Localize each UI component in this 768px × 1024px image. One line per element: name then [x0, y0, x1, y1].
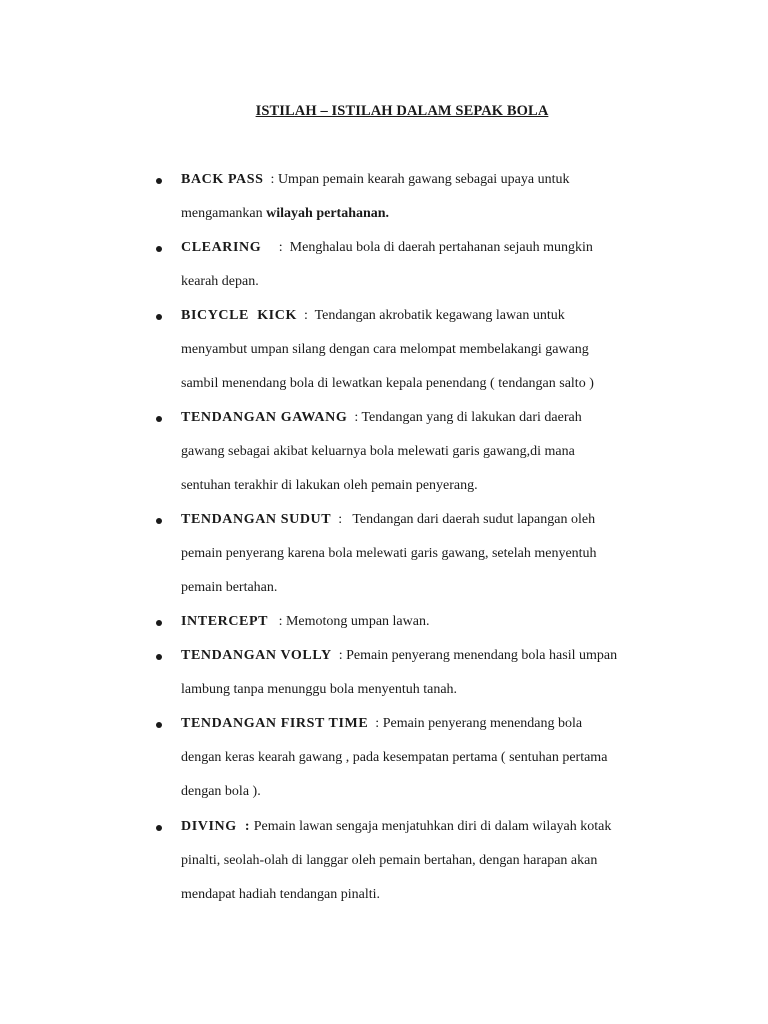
item-text: menyambut umpan silang dengan cara melompat membelakangi gawang [181, 342, 589, 357]
item-term: TENDANGAN FIRST TIME [181, 716, 369, 731]
item-line [181, 238, 593, 258]
item-text: pemain bertahan. [181, 580, 278, 595]
bullet-icon [156, 416, 162, 422]
item-text: Menghalau bola di daerah pertahanan sejauh mungkin [289, 240, 593, 255]
item-line [181, 544, 597, 564]
item-text: Tendangan yang di lakukan dari daerah [361, 410, 582, 425]
bullet-icon [156, 654, 162, 660]
item-line [181, 782, 261, 802]
item-line [181, 748, 607, 768]
item-separator: : [331, 648, 347, 663]
bullet-icon [156, 722, 162, 728]
item-text: sentuhan terakhir di lakukan oleh pemain penyerang. [181, 478, 478, 493]
bullet-icon [156, 825, 162, 831]
item-text: mendapat hadiah tendangan pinalti. [181, 887, 381, 902]
item-term: BACK PASS [181, 172, 264, 187]
item-separator: : [263, 172, 278, 187]
item-line [181, 272, 259, 292]
item-text: dengan keras kearah gawang , pada kesempatan pertama ( sentuhan pertama [181, 750, 608, 765]
item-line [181, 885, 380, 905]
item-text: Umpan pemain kearah gawang sebagai upaya untuk [277, 172, 570, 187]
item-line [181, 680, 457, 700]
document-title: ISTILAH – ISTILAH DALAM SEPAK BOLA [255, 103, 549, 119]
item-line [181, 170, 570, 190]
item-separator: : [261, 240, 290, 255]
item-line [181, 578, 277, 598]
item-term: TENDANGAN SUDUT [181, 512, 332, 527]
item-separator: : [296, 308, 315, 323]
item-line [181, 817, 611, 837]
item-line [181, 476, 478, 496]
item-term: TENDANGAN GAWANG [181, 410, 348, 425]
item-term: BICYCLE KICK [181, 308, 297, 323]
item-text: mengamankan [181, 206, 267, 221]
item-text: kearah depan. [181, 274, 259, 289]
bullet-icon [156, 246, 162, 252]
item-line [181, 646, 617, 666]
item-line [181, 612, 429, 632]
item-line [181, 442, 575, 462]
bullet-icon [156, 620, 162, 626]
item-separator: : [268, 614, 286, 629]
item-term: DIVING : [181, 819, 251, 834]
item-line [181, 510, 595, 530]
item-text: sambil menendang bola di lewatkan kepala penendang ( tendangan salto ) [181, 376, 594, 391]
item-line [181, 408, 582, 428]
item-line [181, 714, 582, 734]
item-term: INTERCEPT [181, 614, 269, 629]
item-term: CLEARING [181, 240, 262, 255]
item-text: Pemain lawan sengaja menjatuhkan diri di dalam wilayah kotak [253, 819, 612, 834]
item-text: Memotong umpan lawan. [285, 614, 430, 629]
item-separator: : [331, 512, 353, 527]
bullet-icon [156, 178, 162, 184]
item-line [181, 340, 589, 360]
item-text: gawang sebagai akibat keluarnya bola melewati garis gawang,di mana [181, 444, 575, 459]
item-emphasis: wilayah pertahanan. [266, 206, 390, 221]
item-line [181, 204, 389, 224]
item-text: Tendangan dari daerah sudut lapangan oleh [352, 512, 596, 527]
item-line [181, 306, 565, 326]
bullet-icon [156, 518, 162, 524]
bullet-icon [156, 314, 162, 320]
item-term: TENDANGAN VOLLY [181, 648, 332, 663]
item-line [181, 374, 594, 394]
item-text: dengan bola ). [181, 784, 261, 799]
item-text: lambung tanpa menunggu bola menyentuh tanah. [181, 682, 458, 697]
item-line [181, 851, 597, 871]
item-text: pemain penyerang karena bola melewati garis gawang, setelah menyentuh [181, 546, 597, 561]
item-text: pinalti, seolah-olah di langgar oleh pemain bertahan, dengan harapan akan [181, 853, 598, 868]
item-separator: : [368, 716, 383, 731]
item-text: Pemain penyerang menendang bola [382, 716, 583, 731]
item-separator: : [347, 410, 362, 425]
item-text: Tendangan akrobatik kegawang lawan untuk [314, 308, 565, 323]
item-text: Pemain penyerang menendang bola hasil umpan [346, 648, 618, 663]
